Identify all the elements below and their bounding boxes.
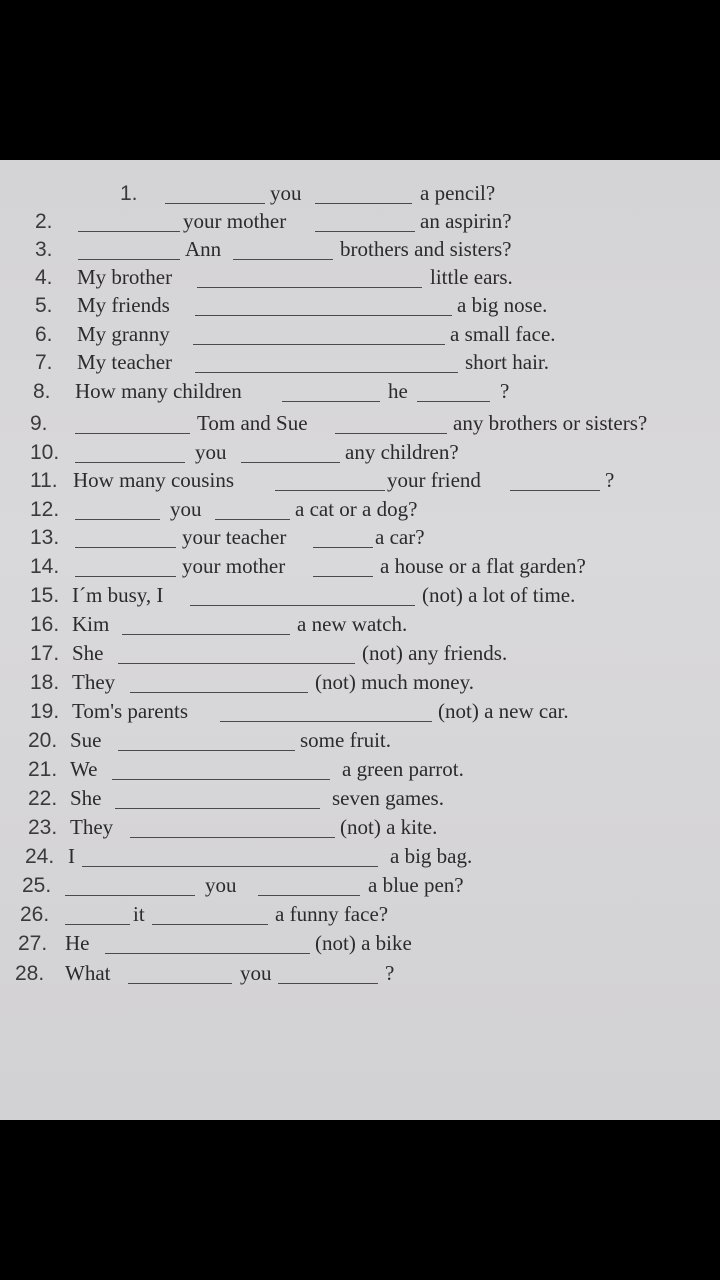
answer-blank[interactable] xyxy=(128,983,232,984)
answer-blank[interactable] xyxy=(195,372,458,373)
item-text: How many cousins xyxy=(73,468,234,492)
item-text: some fruit. xyxy=(300,728,391,752)
item-text: your friend xyxy=(387,468,481,492)
item-text: you xyxy=(205,873,237,897)
item-number: 5. xyxy=(35,294,53,317)
item-text: any children? xyxy=(345,440,459,464)
answer-blank[interactable] xyxy=(130,692,308,693)
item-text: Tom and Sue xyxy=(197,411,308,435)
exercise-item xyxy=(0,264,720,294)
answer-blank[interactable] xyxy=(197,287,422,288)
answer-blank[interactable] xyxy=(112,779,330,780)
item-text: He xyxy=(65,931,90,955)
item-text: (not) much money. xyxy=(315,670,475,694)
item-text: you xyxy=(170,497,202,521)
answer-blank[interactable] xyxy=(275,490,385,491)
item-text: I´m busy, I xyxy=(72,583,164,607)
answer-blank[interactable] xyxy=(78,259,180,260)
item-text: a funny face? xyxy=(275,902,389,926)
item-text: My granny xyxy=(77,322,170,346)
item-text: ? xyxy=(605,468,615,492)
answer-blank[interactable] xyxy=(313,576,373,577)
item-text: short hair. xyxy=(465,350,549,374)
item-text: Kim xyxy=(72,612,110,636)
item-text: She xyxy=(72,641,104,665)
answer-blank[interactable] xyxy=(282,401,380,402)
item-number: 21. xyxy=(28,758,58,781)
answer-blank[interactable] xyxy=(75,462,185,463)
item-text: a blue pen? xyxy=(368,873,464,897)
item-text: you xyxy=(240,961,272,985)
item-text: your mother xyxy=(182,554,286,578)
answer-blank[interactable] xyxy=(118,750,295,751)
answer-blank[interactable] xyxy=(82,866,378,867)
answer-blank[interactable] xyxy=(258,895,360,896)
answer-blank[interactable] xyxy=(313,547,373,548)
exercise-item xyxy=(0,553,720,583)
answer-blank[interactable] xyxy=(75,519,160,520)
exercise-item xyxy=(0,496,720,526)
answer-blank[interactable] xyxy=(278,983,378,984)
exercise-item xyxy=(0,582,720,612)
item-text: a green parrot. xyxy=(342,757,464,781)
item-text: a car? xyxy=(375,525,425,549)
exercise-item xyxy=(0,640,720,670)
item-number: 16. xyxy=(30,613,60,636)
item-number: 13. xyxy=(30,526,60,549)
item-text: a pencil? xyxy=(420,181,496,205)
exercise-item xyxy=(0,698,720,728)
item-text: My teacher xyxy=(77,350,173,374)
exercise-item xyxy=(0,930,720,960)
item-text: How many children xyxy=(75,379,242,403)
item-text: What xyxy=(65,961,111,985)
item-text: ? xyxy=(385,961,395,985)
item-text: My friends xyxy=(77,293,170,317)
exercise-item xyxy=(0,960,720,990)
answer-blank[interactable] xyxy=(75,547,176,548)
exercise-item xyxy=(0,524,720,554)
answer-blank[interactable] xyxy=(75,576,176,577)
exercise-item xyxy=(0,236,720,266)
item-text: (not) a lot of time. xyxy=(422,583,576,607)
item-text: you xyxy=(270,181,302,205)
item-text: They xyxy=(70,815,114,839)
item-text: We xyxy=(70,757,98,781)
item-text: a big nose. xyxy=(457,293,548,317)
exercise-item xyxy=(0,321,720,351)
exercise-item xyxy=(0,843,720,873)
item-text: an aspirin? xyxy=(420,209,512,233)
exercise-item xyxy=(0,180,720,210)
item-number: 28. xyxy=(15,962,45,985)
answer-blank[interactable] xyxy=(220,721,432,722)
exercise-item xyxy=(0,727,720,757)
answer-blank[interactable] xyxy=(65,924,130,925)
item-number: 22. xyxy=(28,787,58,810)
exercise-item xyxy=(0,378,720,408)
item-number: 20. xyxy=(28,729,58,752)
answer-blank[interactable] xyxy=(193,344,445,345)
item-number: 19. xyxy=(30,700,60,723)
item-text: your teacher xyxy=(182,525,287,549)
item-text: Ann xyxy=(185,237,222,261)
answer-blank[interactable] xyxy=(233,259,333,260)
item-number: 24. xyxy=(25,845,55,868)
item-text: (not) a new car. xyxy=(438,699,569,723)
item-text: a small face. xyxy=(450,322,556,346)
answer-blank[interactable] xyxy=(118,663,355,664)
item-text: They xyxy=(72,670,116,694)
exercise-item xyxy=(0,785,720,815)
item-text: he xyxy=(388,379,408,403)
item-number: 27. xyxy=(18,932,48,955)
answer-blank[interactable] xyxy=(65,895,195,896)
answer-blank[interactable] xyxy=(130,837,335,838)
item-text: a house or a flat garden? xyxy=(380,554,586,578)
item-number: 14. xyxy=(30,555,60,578)
item-text: your mother xyxy=(183,209,287,233)
item-number: 1. xyxy=(120,182,138,205)
item-number: 6. xyxy=(35,323,53,346)
item-number: 11. xyxy=(30,469,58,492)
item-text: a big bag. xyxy=(390,844,473,868)
item-text: (not) any friends. xyxy=(362,641,508,665)
item-number: 3. xyxy=(35,238,53,261)
answer-blank[interactable] xyxy=(215,519,290,520)
item-number: 7. xyxy=(35,351,53,374)
item-number: 8. xyxy=(33,380,51,403)
item-text: little ears. xyxy=(430,265,513,289)
item-number: 2. xyxy=(35,210,53,233)
answer-blank[interactable] xyxy=(315,231,415,232)
worksheet-paper xyxy=(0,160,720,1120)
item-number: 12. xyxy=(30,498,60,521)
answer-blank[interactable] xyxy=(417,401,490,402)
item-text: it xyxy=(133,902,145,926)
exercise-item xyxy=(0,292,720,322)
exercise-item xyxy=(0,439,720,469)
item-text: She xyxy=(70,786,102,810)
exercise-item xyxy=(0,814,720,844)
answer-blank[interactable] xyxy=(75,433,190,434)
answer-blank[interactable] xyxy=(122,634,290,635)
exercise-item xyxy=(0,467,720,497)
item-text: I xyxy=(68,844,75,868)
answer-blank[interactable] xyxy=(510,490,600,491)
item-text: seven games. xyxy=(332,786,444,810)
answer-blank[interactable] xyxy=(195,315,452,316)
item-text: you xyxy=(195,440,227,464)
item-text: brothers and sisters? xyxy=(340,237,512,261)
answer-blank[interactable] xyxy=(152,924,268,925)
answer-blank[interactable] xyxy=(165,203,265,204)
item-text: My brother xyxy=(77,265,173,289)
item-number: 18. xyxy=(30,671,60,694)
answer-blank[interactable] xyxy=(190,605,415,606)
exercise-item xyxy=(0,349,720,379)
exercise-item xyxy=(0,669,720,699)
item-number: 25. xyxy=(22,874,52,897)
item-number: 10. xyxy=(30,441,60,464)
item-number: 17. xyxy=(30,642,60,665)
item-text: (not) a kite. xyxy=(340,815,438,839)
item-text: Sue xyxy=(70,728,102,752)
item-text: a cat or a dog? xyxy=(295,497,418,521)
exercise-item xyxy=(0,756,720,786)
exercise-item xyxy=(0,872,720,902)
answer-blank[interactable] xyxy=(335,433,447,434)
exercise-item xyxy=(0,410,720,440)
exercise-item xyxy=(0,901,720,931)
item-number: 23. xyxy=(28,816,58,839)
answer-blank[interactable] xyxy=(315,203,412,204)
exercise-item xyxy=(0,611,720,641)
item-text: a new watch. xyxy=(297,612,408,636)
item-text: ? xyxy=(500,379,510,403)
item-text: Tom's parents xyxy=(72,699,189,723)
item-number: 9. xyxy=(30,412,48,435)
item-number: 15. xyxy=(30,584,60,607)
exercise-item xyxy=(0,208,720,238)
item-number: 26. xyxy=(20,903,50,926)
item-text: (not) a bike xyxy=(315,931,412,955)
answer-blank[interactable] xyxy=(241,462,340,463)
item-number: 4. xyxy=(35,266,53,289)
item-text: any brothers or sisters? xyxy=(453,411,648,435)
answer-blank[interactable] xyxy=(105,953,310,954)
answer-blank[interactable] xyxy=(78,231,180,232)
answer-blank[interactable] xyxy=(115,808,320,809)
